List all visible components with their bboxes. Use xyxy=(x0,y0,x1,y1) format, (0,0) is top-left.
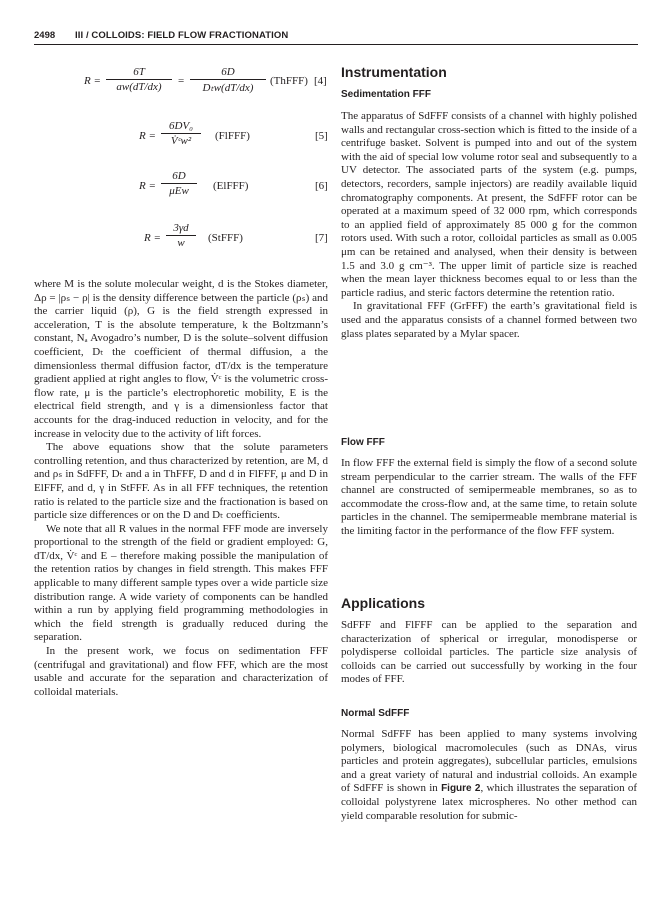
equation-lhs: R = xyxy=(139,130,156,142)
applications-text xyxy=(341,619,637,687)
equals-sign: = xyxy=(178,75,185,87)
equation-fraction-2 xyxy=(190,66,266,94)
equation-number: [6] xyxy=(315,180,328,192)
subsection-heading-flow: Flow FFF xyxy=(341,437,385,448)
paragraph: We note that all R values in the normal FFF mode are inversely proportional to the strength of the field or gradient employed: G, dT/dx, V̇ᶜ and E – therefore making possible the manipulation of the retention ratios by changes in field strength. This makes FFF applicable to many different sample types over a wide particle size distribution range. A wide variety of components can be handled within a run by applying field programming methodologies in which the field strength is gradually reduced during the separation. xyxy=(34,522,328,644)
equation-number: [7] xyxy=(315,232,328,244)
numerator: 6D xyxy=(190,66,266,80)
equation-lhs: R = xyxy=(144,232,161,244)
header-rule xyxy=(34,44,638,45)
text-run: , which illustrates the separation of colloidal polystyrene latex microspheres. No other method can yield comparable resolution for submic- xyxy=(341,782,637,822)
equation-number: [4] xyxy=(314,75,327,87)
equation-label: (StFFF) xyxy=(208,232,243,244)
running-title: III / COLLOIDS: FIELD FLOW FRACTIONATION xyxy=(75,30,289,41)
normal-sdfff-text xyxy=(341,728,637,823)
paragraph: The above equations show that the solute parameters controlling retention, and thus characterized by retention, are M, d and ρₛ in SdFFF, Dₜ and a in ThFFF, D and d in FlFFF, μ and D in ElFFF, and d, γ in StFFF. As in all FFF techniques, the retention ratio is related to the particle size and the fractionation is based on particle size differences or on the D and Dₜ coefficients. xyxy=(34,441,328,522)
paragraph: where M is the solute molecular weight, d is the Stokes diameter, Δρ = |ρₛ − ρ| is the density difference between the particle (ρₛ) and the carrier liquid (ρ), G is the field strength expressed in acceleration, T is the absolute temperature, k the Boltzmann’s constant, Nₐ Avogadro’s number, D is the solute–solvent diffusion coefficient, Dₜ the coefficient of thermal diffusion, a the dimensionless thermal diffusion factor, dT/dx is the temperature gradient applied at right angles to flow, V̇ᶜ is the volumetric cross-flow rate, μ is the particle’s electrophoretic mobility, E is the electrical field strength, and γ is a dimensionless factor that accounts for the drag-induced reduction in velocity, and for the increase in velocity due to the activity of lift forces. xyxy=(34,278,328,440)
paragraph: In flow FFF the external field is simply the flow of a second solute stream perpendicular to the carrier stream. The walls of the FFF channel are constructed of semipermeable membranes, so as to accommodate the cross-flow and, at the same time, to retain solute particles in the channel. The semipermeable membrane material is the limiting factor in the performance of the flow FFF system. xyxy=(341,457,637,537)
numerator: 6DV₀ xyxy=(161,120,201,134)
page-header xyxy=(34,24,638,46)
equation-label: (ThFFF) xyxy=(270,75,308,87)
equation-number: [5] xyxy=(315,130,328,142)
section-heading-instrumentation: Instrumentation xyxy=(341,64,447,80)
figure-reference[interactable]: Figure 2 xyxy=(441,783,481,795)
equation-5 xyxy=(139,120,336,154)
equation-7 xyxy=(144,222,336,256)
denominator: aw(dT/dx) xyxy=(116,81,162,93)
numerator: 6D xyxy=(161,170,197,184)
paragraph: The apparatus of SdFFF consists of a channel with highly polished walls and rectangular cross-section which is fitted to the inside of a centrifuge basket. Solvent is pumped into and out of the system with the aid of special low volume rotor seal and subsequently to a UV detector. The associated parts of the system (e.g. pumps, detectors, recorders, sample injectors) are readily available liquid chromatography components. At present, the SdFFF rotor can be operated at a maximum speed of 32 000 rpm, which corresponds to an applied field of approximately 85 000 g for the common rotors used. With such a rotor, colloidal particles as small as 0.005 μm can be retained and analysed, when their density is between 1.5 and 3.0 g cm⁻³. The upper limit of particle size is reached when the mean layer thickness becomes equal to or less than the particle radius, and steric factors determine the retention ratio. xyxy=(341,110,637,299)
equation-6 xyxy=(139,170,336,204)
equation-label: (ElFFF) xyxy=(213,180,249,192)
paragraph: In gravitational FFF (GrFFF) the earth’s gravitational field is used and the apparatus consists of a channel formed between two glass plates separated by a Mylar spacer. xyxy=(341,300,637,340)
paragraph: SdFFF and FlFFF can be applied to the separation and characterization of spherical or irregular, monodisperse or polydisperse colloidal particles. The particle size analysis of colloids can be carried out successfully by working in the four modes of FFF. xyxy=(341,619,637,686)
paragraph xyxy=(341,728,637,823)
paragraph: In the present work, we focus on sedimentation FFF (centrifugal and gravitational) and flow FFF, which are the most usable and accurate for the separation and characterization of colloidal materials. xyxy=(34,645,328,698)
equation-fraction xyxy=(161,120,201,147)
page-number: 2498 xyxy=(34,30,56,41)
denominator: V̇ᶜw² xyxy=(170,135,192,147)
equation-fraction xyxy=(161,170,197,197)
equation-lhs: R = xyxy=(84,75,101,87)
text-run: Normal SdFFF has been applied to many systems involving polymers, biological macromolecules (such as DNAs, virus particles and protein aggregates), subcellular particles, emulsions and a great variety of natural and industrial colloids. An example of SdFFF is shown in xyxy=(341,728,637,795)
equation-4 xyxy=(84,66,336,98)
subsection-heading-sedimentation: Sedimentation FFF xyxy=(341,89,431,100)
numerator: 3γd xyxy=(166,222,196,236)
denominator: Dₜw(dT/dx) xyxy=(202,82,254,94)
numerator: 6T xyxy=(106,66,172,80)
equation-fraction xyxy=(106,66,172,93)
subsection-heading-normal-sdfff: Normal SdFFF xyxy=(341,708,410,719)
sedimentation-text xyxy=(341,110,637,341)
equation-lhs: R = xyxy=(139,180,156,192)
denominator: w xyxy=(177,237,185,249)
left-column-text xyxy=(34,278,328,699)
section-heading-applications: Applications xyxy=(341,595,426,611)
flow-text xyxy=(341,457,637,539)
equation-fraction xyxy=(166,222,196,249)
equation-label: (FlFFF) xyxy=(215,130,250,142)
denominator: μEw xyxy=(169,185,189,197)
